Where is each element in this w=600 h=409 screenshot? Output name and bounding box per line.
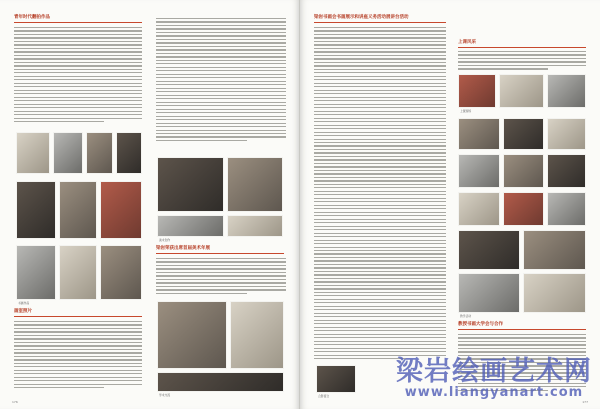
photo bbox=[116, 132, 142, 174]
photo-caption: 学术交流 bbox=[159, 393, 171, 397]
body-text bbox=[14, 27, 142, 125]
right-page bbox=[300, 0, 600, 409]
photo bbox=[59, 245, 97, 300]
photo bbox=[458, 192, 500, 226]
photo bbox=[157, 215, 224, 237]
photo-caption: 书画作品 bbox=[18, 301, 30, 305]
photo bbox=[547, 74, 586, 108]
photo bbox=[86, 132, 113, 174]
page-number: 176 bbox=[12, 400, 18, 404]
photo bbox=[523, 273, 586, 313]
heading-rule bbox=[314, 22, 446, 23]
photo bbox=[458, 273, 520, 313]
section-heading: 青年时代翻拍作品 bbox=[14, 15, 50, 20]
photo bbox=[230, 301, 284, 369]
section-heading: 梁岩荣获出席首届美术年展 bbox=[156, 246, 210, 251]
watermark-url: www.liangyanart.com bbox=[404, 385, 584, 400]
watermark-text: 梁岩绘画艺术网 bbox=[396, 356, 592, 387]
section-heading: 梁岩书画会书画展示和讲座义务活动展讲台活动 bbox=[314, 15, 409, 20]
photo bbox=[458, 230, 520, 270]
body-text bbox=[14, 321, 142, 391]
photo bbox=[157, 301, 227, 369]
heading-rule bbox=[458, 329, 586, 330]
photo bbox=[316, 365, 356, 393]
photo bbox=[16, 132, 50, 174]
heading-rule bbox=[14, 22, 142, 23]
photo bbox=[503, 154, 544, 188]
photo bbox=[227, 215, 283, 237]
page-number: 177 bbox=[582, 400, 588, 404]
section-heading: 画室照片 bbox=[14, 309, 32, 314]
heading-rule bbox=[14, 316, 142, 317]
photo bbox=[547, 154, 586, 188]
body-text bbox=[314, 27, 446, 362]
photo bbox=[458, 118, 500, 150]
photo bbox=[503, 118, 544, 150]
heading-rule bbox=[156, 253, 284, 254]
photo bbox=[458, 74, 496, 108]
photo-caption: 合影留念 bbox=[318, 394, 330, 398]
photo bbox=[53, 132, 83, 174]
photo bbox=[100, 245, 142, 300]
heading-rule bbox=[458, 47, 586, 48]
site-watermark bbox=[396, 357, 592, 400]
section-heading: 上课风采 bbox=[458, 40, 476, 45]
body-text bbox=[458, 51, 586, 72]
photo bbox=[16, 245, 56, 300]
photo bbox=[227, 157, 283, 212]
photo-caption: 教学活动 bbox=[460, 314, 472, 318]
photo bbox=[157, 372, 284, 392]
photo bbox=[100, 181, 142, 239]
photo bbox=[547, 192, 586, 226]
body-text bbox=[156, 258, 286, 296]
photo bbox=[547, 118, 586, 150]
photo bbox=[523, 230, 586, 270]
photo bbox=[503, 192, 544, 226]
photo bbox=[499, 74, 544, 108]
photo bbox=[59, 181, 97, 239]
photo bbox=[157, 157, 224, 212]
photo bbox=[458, 154, 500, 188]
body-text bbox=[156, 18, 286, 143]
photo bbox=[16, 181, 56, 239]
photo-caption: 美术创作 bbox=[159, 238, 171, 242]
photo-caption: 上课现场 bbox=[460, 109, 472, 113]
section-heading: 教授书画大学会与合作 bbox=[458, 322, 503, 327]
